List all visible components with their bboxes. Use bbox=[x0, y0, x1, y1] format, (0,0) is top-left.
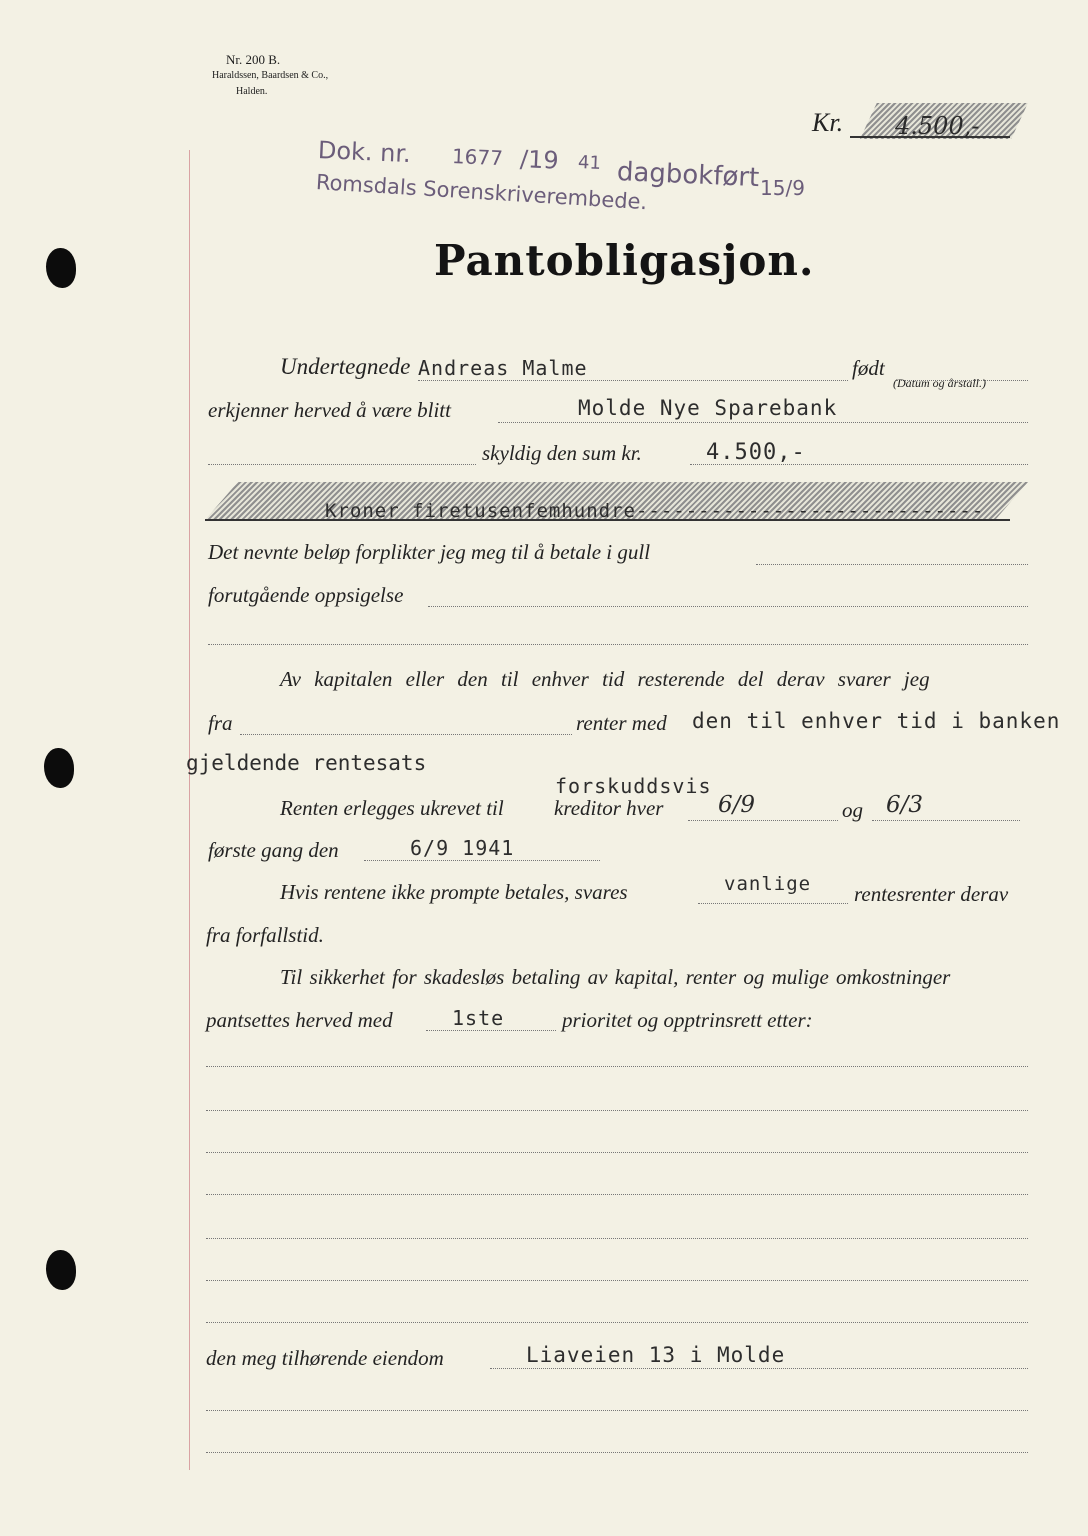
stamp-slash-year: /19 bbox=[519, 145, 560, 175]
pantsettes-label: pantsettes herved med bbox=[206, 1008, 393, 1032]
blank-dots-6 bbox=[206, 1238, 1028, 1239]
datum-note: (Datum og årstall.) bbox=[893, 376, 986, 390]
blank-dots-10 bbox=[206, 1452, 1028, 1453]
oppsigelse-text: forutgående oppsigelse bbox=[208, 583, 404, 607]
forfall-label: fra forfallstid. bbox=[206, 923, 324, 947]
stamp-number: 1677 bbox=[451, 144, 504, 171]
hvis-label: Hvis rentene ikke prompte betales, svares bbox=[280, 880, 628, 904]
renter-value-1: den til enhver tid i banken bbox=[692, 709, 1061, 733]
prioritet-dots bbox=[426, 1030, 556, 1031]
blank-dots-5 bbox=[206, 1194, 1028, 1195]
stamp-year-suffix: 41 bbox=[577, 152, 602, 174]
creditor-value: Molde Nye Sparebank bbox=[578, 396, 838, 420]
renten-label: Renten erlegges ukrevet til bbox=[280, 796, 504, 820]
kroner-value: Kroner firetusenfemhundre---------------------------- bbox=[325, 500, 985, 522]
skyldig-dots bbox=[690, 464, 1028, 465]
blank-dots-9 bbox=[206, 1410, 1028, 1411]
undertegnede-dots bbox=[418, 380, 848, 381]
forskudd-value: forskuddsvis bbox=[555, 774, 712, 798]
blank-dots-8 bbox=[206, 1322, 1028, 1323]
rentesrenter-label: rentesrenter derav bbox=[854, 882, 1009, 906]
punch-hole-bottom bbox=[46, 1250, 76, 1290]
printer-city: Halden. bbox=[236, 86, 268, 97]
blank-dots-1 bbox=[208, 644, 1028, 645]
sikkerhet-text: Til sikkerhet for skadesløs betaling av kapital, renter og mulige omkostninger bbox=[280, 965, 951, 989]
date1-value: 6/9 bbox=[718, 792, 756, 818]
date1-dots bbox=[688, 820, 838, 821]
date2-dots bbox=[872, 820, 1020, 821]
renter-value-2: gjeldende rentesats bbox=[186, 751, 427, 775]
forste-dots bbox=[364, 860, 600, 861]
forste-value: 6/9 1941 bbox=[410, 836, 515, 860]
undertegnede-value: Andreas Malme bbox=[418, 356, 588, 380]
eiendom-dots bbox=[490, 1368, 1028, 1369]
fodt-label: født bbox=[852, 356, 885, 380]
punch-hole-top bbox=[46, 248, 76, 288]
vanlige-value: vanlige bbox=[724, 873, 812, 895]
date2-value: 6/3 bbox=[886, 792, 924, 818]
stamp-date: 15/9 bbox=[760, 176, 805, 200]
vanlige-dots bbox=[698, 903, 848, 904]
blank-dots-4 bbox=[206, 1152, 1028, 1153]
skyldig-lead-dots bbox=[208, 464, 476, 465]
undertegnede-label: Undertegnede bbox=[280, 354, 411, 379]
gull-text: Det nevnte beløp forplikter jeg meg til å betale i gull bbox=[208, 540, 651, 564]
gull-dots bbox=[756, 564, 1028, 565]
stamp-dok: Dok. nr. bbox=[317, 136, 412, 169]
punch-hole-middle bbox=[44, 748, 74, 788]
erkjenner-dots bbox=[498, 422, 1028, 423]
forste-label: første gang den bbox=[208, 838, 339, 862]
prioritet-value: 1ste bbox=[452, 1006, 505, 1030]
blank-dots-7 bbox=[206, 1280, 1028, 1281]
amount-prefix: Kr. bbox=[812, 108, 844, 137]
fra-dots bbox=[240, 734, 572, 735]
kreditor-hver: kreditor hver bbox=[554, 796, 664, 820]
skyldig-label: skyldig den sum kr. bbox=[482, 441, 642, 465]
printer-name: Haraldssen, Baardsen & Co., bbox=[212, 70, 329, 81]
blank-dots-2 bbox=[206, 1066, 1028, 1067]
amount-top-value: 4.500,- bbox=[895, 112, 980, 140]
document-title: Pantobligasjon. bbox=[434, 236, 815, 285]
sum-value: 4.500,- bbox=[706, 440, 806, 465]
printer-number: Nr. 200 B. bbox=[226, 52, 281, 67]
erkjenner-label: erkjenner herved å være blitt bbox=[208, 398, 451, 422]
kapital-text: Av kapitalen eller den til enhver tid resterende del derav svarer jeg bbox=[280, 667, 930, 691]
prioritet-label: prioritet og opptrinsrett etter: bbox=[562, 1008, 813, 1032]
oppsigelse-dots bbox=[428, 606, 1028, 607]
fra-label: fra bbox=[208, 711, 233, 735]
eiendom-value: Liaveien 13 i Molde bbox=[526, 1343, 786, 1367]
eiendom-label: den meg tilhørende eiendom bbox=[206, 1346, 444, 1370]
margin-line bbox=[189, 150, 190, 1470]
og-label: og bbox=[842, 798, 863, 822]
renter-med-label: renter med bbox=[576, 711, 667, 735]
blank-dots-3 bbox=[206, 1110, 1028, 1111]
stamp-office: Romsdals Sorenskriverembede. bbox=[315, 170, 648, 215]
stamp-dagbok: dagbokført bbox=[616, 157, 760, 194]
